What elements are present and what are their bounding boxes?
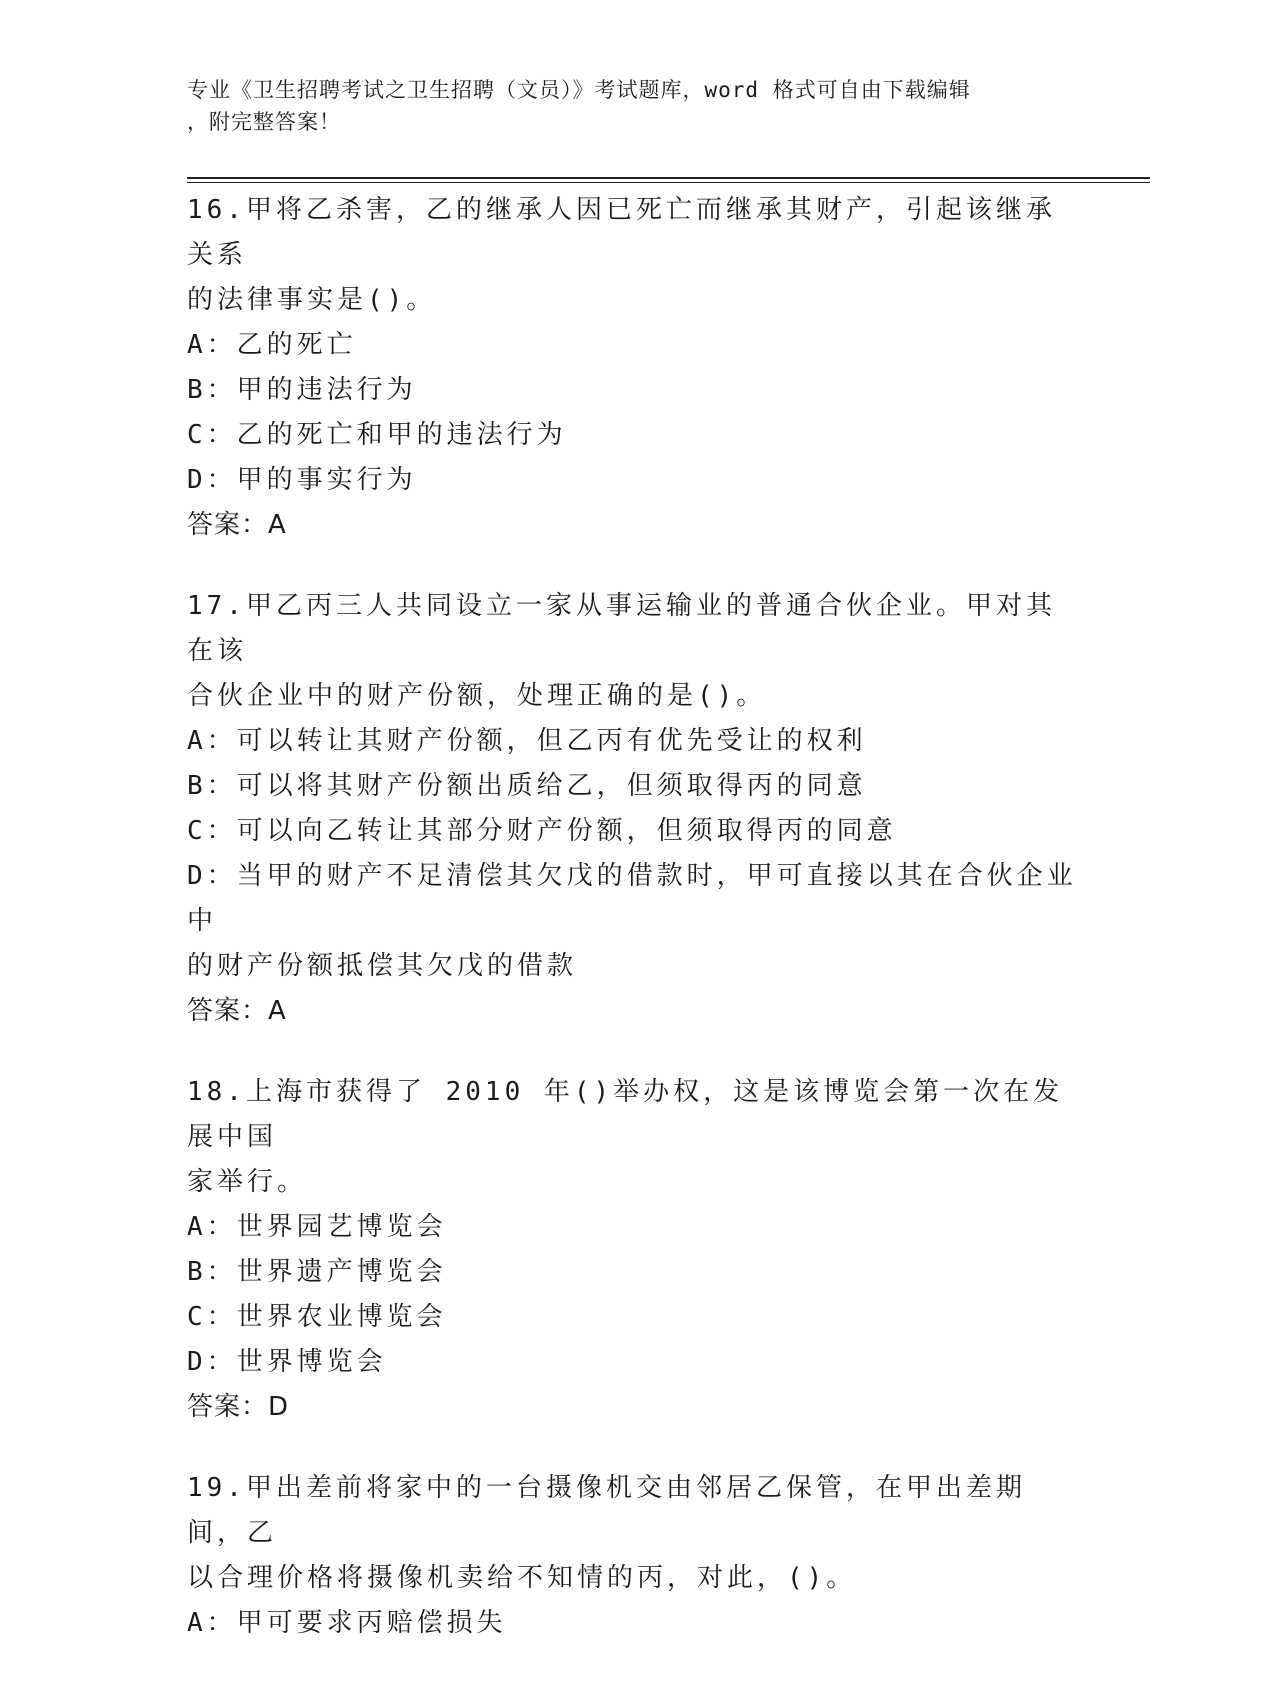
option-a: A：乙的死亡 [187, 330, 357, 360]
option-d: D：世界博览会 [187, 1347, 387, 1377]
option-b: B：可以将其财产份额出质给乙，但须取得丙的同意 [187, 771, 867, 801]
option-b: B：甲的违法行为 [187, 375, 417, 405]
question-17 [187, 584, 1077, 1034]
option-d: D：甲的事实行为 [187, 465, 417, 495]
answer-line: 答案：D [187, 1392, 290, 1422]
question-stem: 16.甲将乙杀害，乙的继承人因已死亡而继承其财产，引起该继承关系 [187, 195, 1056, 270]
option-a: A：甲可要求丙赔偿损失 [187, 1608, 507, 1638]
option-d-continued: 的财产份额抵偿其欠戊的借款 [187, 951, 578, 981]
option-a: A：可以转让其财产份额，但乙丙有优先受让的权利 [187, 726, 867, 756]
document-header [187, 74, 1067, 138]
header-divider-thin [187, 182, 1150, 183]
option-c: C：世界农业博览会 [187, 1302, 447, 1332]
option-a: A：世界园艺博览会 [187, 1212, 447, 1242]
question-stem: 19.甲出差前将家中的一台摄像机交由邻居乙保管，在甲出差期间，乙 [187, 1473, 1026, 1548]
question-stem: 的法律事实是()。 [187, 285, 437, 315]
question-stem: 以合理价格将摄像机卖给不知情的丙，对此，()。 [187, 1563, 857, 1593]
header-divider-thick [187, 177, 1150, 179]
question-stem: 17.甲乙丙三人共同设立一家从事运输业的普通合伙企业。甲对其在该 [187, 591, 1056, 666]
option-b: B：世界遗产博览会 [187, 1257, 447, 1287]
option-c: C：乙的死亡和甲的违法行为 [187, 420, 567, 450]
question-16 [187, 188, 1077, 548]
question-18 [187, 1070, 1077, 1430]
question-stem: 18.上海市获得了 2010 年()举办权，这是该博览会第一次在发展中国 [187, 1077, 1064, 1152]
header-line-1: 专业《卫生招聘考试之卫生招聘（文员）》考试题库，word 格式可自由下载编辑 [187, 78, 971, 102]
question-stem: 合伙企业中的财产份额，处理正确的是()。 [187, 681, 767, 711]
option-d: D：当甲的财产不足清偿其欠戊的借款时，甲可直接以其在合伙企业中 [187, 861, 1077, 936]
question-list [187, 188, 1077, 1682]
header-line-2: ，附完整答案！ [187, 110, 341, 134]
question-stem: 家举行。 [187, 1167, 308, 1197]
answer-line: 答案：A [187, 996, 287, 1026]
question-19 [187, 1466, 1077, 1646]
option-c: C：可以向乙转让其部分财产份额，但须取得丙的同意 [187, 816, 897, 846]
answer-line: 答案：A [187, 510, 287, 540]
